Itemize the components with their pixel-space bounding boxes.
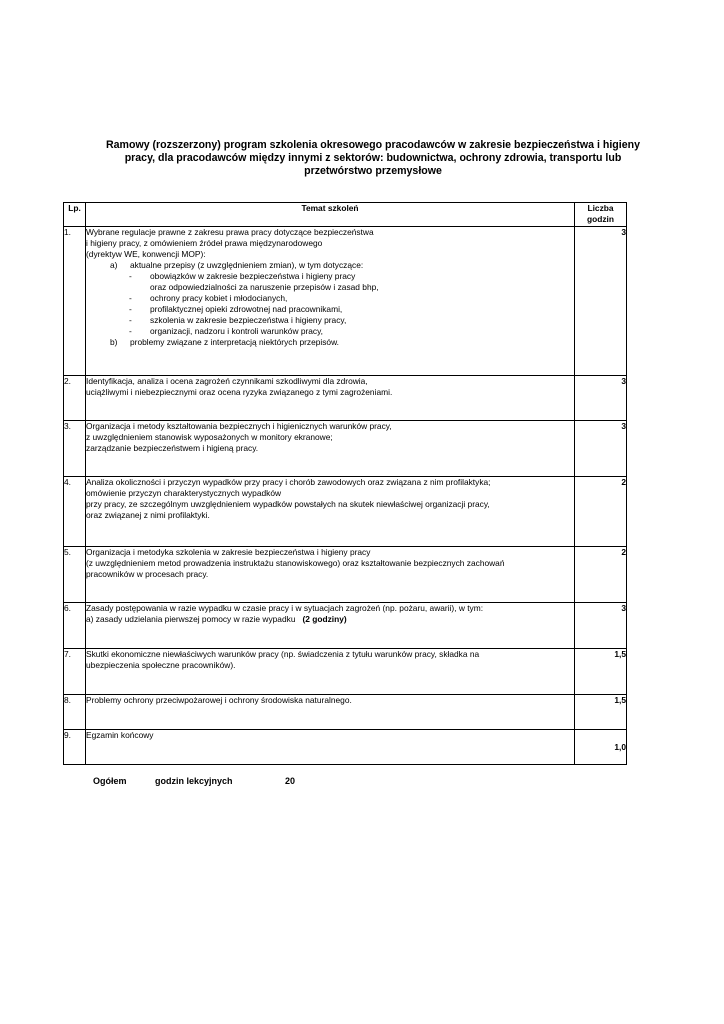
topic-sub-item bbox=[86, 315, 574, 326]
topic-line: Skutki ekonomiczne niewłaściwych warunków pracy (np. świadczenia z tytułu warunków pracy, składka na bbox=[86, 649, 480, 659]
dash-marker: - bbox=[129, 304, 132, 314]
topic-line: Egzamin końcowy bbox=[86, 730, 154, 740]
row-hours: 1,5 bbox=[575, 649, 627, 695]
table-row bbox=[64, 547, 627, 603]
table-row bbox=[64, 227, 627, 376]
subpoint-text: aktualne przepisy (z uwzględnieniem zmian), w tym dotyczące: bbox=[130, 260, 364, 270]
total-hours-label: godzin lekcyjnych bbox=[155, 776, 233, 786]
row-lp: 5. bbox=[64, 547, 86, 603]
topic-line: Analiza okoliczności i przyczyn wypadków przy pracy i chorób zawodowych oraz związana z nim profilaktyka; bbox=[86, 477, 491, 487]
topic-line: oraz związanej z nimi profilaktyki. bbox=[86, 510, 210, 520]
total-hours-value: 20 bbox=[285, 776, 296, 786]
row-hours: 1,5 bbox=[575, 695, 627, 730]
total-label: Ogółem bbox=[93, 776, 127, 786]
dash-marker: - bbox=[129, 315, 132, 325]
sub-item-text: profilaktycznej opieki zdrowotnej nad pracownikami, bbox=[150, 304, 343, 314]
row-lp: 2. bbox=[64, 376, 86, 421]
row-topic bbox=[86, 376, 575, 421]
row-lp: 3. bbox=[64, 421, 86, 477]
header-topic: Temat szkoleń bbox=[86, 203, 575, 227]
row-topic bbox=[86, 695, 575, 730]
topic-line: przy pracy, ze szczególnym uwzględnieniem wypadków powstałych na skutek niewłaściwej organizacji pracy, bbox=[86, 499, 490, 509]
topic-line: i higieny pracy, z omówieniem źródeł prawa międzynarodowego bbox=[86, 238, 323, 248]
subpoint-text: problemy związane z interpretacją niektórych przepisów. bbox=[130, 337, 340, 347]
table-row bbox=[64, 477, 627, 547]
hours-note: (2 godziny) bbox=[302, 614, 347, 624]
row-hours: 3 bbox=[575, 227, 627, 376]
row-topic bbox=[86, 730, 575, 765]
title-line-3: przetwórstwo przemysłowe bbox=[304, 165, 442, 178]
row-topic bbox=[86, 477, 575, 547]
row-topic bbox=[86, 421, 575, 477]
document-title bbox=[80, 139, 666, 179]
table-row bbox=[64, 649, 627, 695]
dash-marker: - bbox=[129, 271, 132, 281]
training-program-table bbox=[63, 202, 627, 765]
row-topic bbox=[86, 649, 575, 695]
row-lp: 7. bbox=[64, 649, 86, 695]
header-hours bbox=[575, 203, 627, 227]
table-row bbox=[64, 695, 627, 730]
topic-sub-item bbox=[86, 271, 574, 282]
dash-marker: - bbox=[129, 326, 132, 336]
topic-line: Organizacja i metody kształtowania bezpiecznych i higienicznych warunków pracy, bbox=[86, 421, 392, 431]
row-lp: 1. bbox=[64, 227, 86, 376]
topic-line: z uwzględnieniem stanowisk wyposażonych w monitory ekranowe; bbox=[86, 432, 333, 442]
topic-subpoint-a bbox=[86, 260, 574, 271]
table-row bbox=[64, 421, 627, 477]
list-marker: b) bbox=[110, 337, 118, 347]
title-line-1: Ramowy (rozszerzony) program szkolenia okresowego pracodawców w zakresie bezpieczeństwa i higieny bbox=[106, 139, 640, 151]
topic-sub-item-continued: oraz odpowiedzialności za naruszenie przepisów i zasad bhp, bbox=[150, 282, 379, 292]
topic-line: Identyfikacja, analiza i ocena zagrożeń czynnikami szkodliwymi dla zdrowia, bbox=[86, 376, 368, 386]
sub-item-text: szkolenia w zakresie bezpieczeństwa i higieny pracy, bbox=[150, 315, 347, 325]
title-line-2: pracy, dla pracodawców między innymi z sektorów: budownictwa, ochrony zdrowia, transportu lub bbox=[124, 152, 622, 165]
topic-line: omówienie przyczyn charakterystycznych wypadków bbox=[86, 488, 282, 498]
list-marker: a) bbox=[110, 260, 118, 270]
row-topic bbox=[86, 547, 575, 603]
sub-item-text: obowiązków w zakresie bezpieczeństwa i higieny pracy bbox=[150, 271, 356, 281]
table-header-row bbox=[64, 203, 627, 227]
row-lp: 9. bbox=[64, 730, 86, 765]
table-row bbox=[64, 603, 627, 649]
header-hours-line-2: godzin bbox=[587, 214, 614, 224]
topic-line: zarządzanie bezpieczeństwem i higieną pracy. bbox=[86, 443, 259, 453]
row-hours: 3 bbox=[575, 603, 627, 649]
row-lp: 6. bbox=[64, 603, 86, 649]
row-hours: 2 bbox=[575, 477, 627, 547]
row-topic bbox=[86, 227, 575, 376]
sub-item-text: organizacji, nadzoru i kontroli warunków pracy, bbox=[150, 326, 324, 336]
topic-line: (z uwzględnieniem metod prowadzenia instruktażu stanowiskowego) oraz kształtowanie bezpiecznych zachowań bbox=[86, 558, 505, 568]
topic-line: Zasady postępowania w razie wypadku w czasie pracy i w sytuacjach zagrożeń (np. pożaru, awarii), w tym: bbox=[86, 603, 484, 613]
row-hours: 2 bbox=[575, 547, 627, 603]
topic-line: Wybrane regulacje prawne z zakresu prawa pracy dotyczące bezpieczeństwa bbox=[86, 227, 374, 237]
sub-item-text: ochrony pracy kobiet i młodocianych, bbox=[150, 293, 288, 303]
row-hours: 1,0 bbox=[575, 730, 627, 765]
topic-subpoint-b bbox=[86, 337, 574, 348]
row-hours: 3 bbox=[575, 376, 627, 421]
topic-line: pracowników w procesach pracy. bbox=[86, 569, 209, 579]
topic-line-text: a) zasady udzielania pierwszej pomocy w razie wypadku bbox=[86, 614, 296, 624]
row-topic bbox=[86, 603, 575, 649]
table-row bbox=[64, 730, 627, 765]
row-hours: 3 bbox=[575, 421, 627, 477]
header-hours-line-1: Liczba bbox=[587, 203, 614, 213]
topic-line: (dyrektyw WE, konwencji MOP): bbox=[86, 249, 206, 259]
topic-line: ubezpieczenia społeczne pracowników). bbox=[86, 660, 236, 670]
row-lp: 4. bbox=[64, 477, 86, 547]
topic-sub-item bbox=[86, 326, 574, 337]
topic-line: uciążliwymi i niebezpiecznymi oraz ocena ryzyka związanego z tymi zagrożeniami. bbox=[86, 387, 393, 397]
topic-sub-item bbox=[86, 304, 574, 315]
topic-line: Organizacja i metodyka szkolenia w zakresie bezpieczeństwa i higieny pracy bbox=[86, 547, 371, 557]
header-lp: Lp. bbox=[64, 203, 86, 227]
dash-marker: - bbox=[129, 293, 132, 303]
row-lp: 8. bbox=[64, 695, 86, 730]
topic-line bbox=[86, 614, 574, 625]
topic-line: Problemy ochrony przeciwpożarowej i ochrony środowiska naturalnego. bbox=[86, 695, 352, 705]
table-row bbox=[64, 376, 627, 421]
topic-sub-item bbox=[86, 293, 574, 304]
